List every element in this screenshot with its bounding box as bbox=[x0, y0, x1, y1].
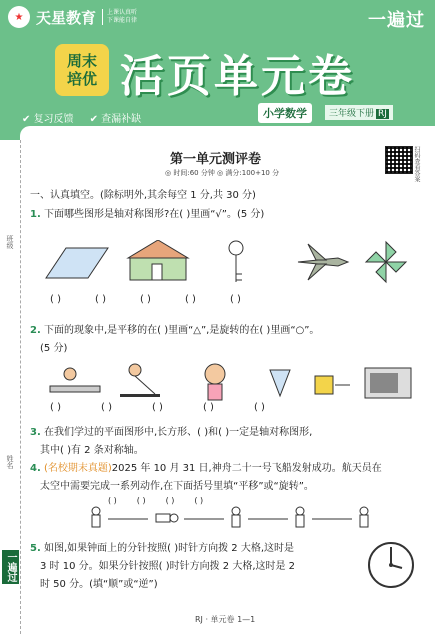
skater-icon bbox=[120, 364, 160, 397]
q4-answers: ( ) ( ) ( ) ( ) bbox=[108, 496, 204, 505]
name-label: 姓名 bbox=[6, 455, 14, 469]
tag-check: ✔ 查漏补缺 bbox=[90, 110, 142, 125]
brand-right-logo: 一遍过 bbox=[368, 10, 425, 31]
side-brand: 一遍过 bbox=[2, 550, 19, 584]
question-5: 5. 如图,如果钟面上的分针按照( )时针方向拨 2 大格,这时是 3 时 10 分。如果分针按照( )时针方向拨 2 大格,这时是 2 时 50 分。(填“顺”或“逆”) bbox=[30, 543, 296, 590]
grade-label: 三年级下册 RJ bbox=[325, 105, 393, 120]
qr-text: 扫码查看答案 bbox=[413, 146, 420, 182]
parallelogram-icon bbox=[46, 248, 108, 278]
astronaut-5-icon bbox=[360, 507, 368, 527]
box-push-icon bbox=[315, 376, 350, 394]
brand-slogan: 上课认真听 下课能自律 bbox=[102, 9, 137, 25]
q1-figures bbox=[38, 240, 418, 290]
qr-code-icon[interactable] bbox=[385, 146, 413, 174]
tag-review: ✔ 复习反馈 bbox=[22, 110, 74, 125]
class-label: 班级 bbox=[6, 235, 14, 249]
astronaut-2-icon bbox=[156, 514, 178, 522]
question-1: 1. 下面哪些图形是轴对称图形?在( )里画“√”。(5 分) bbox=[30, 209, 265, 220]
q2-answers: ( ) ( ) ( ) ( ) ( ) bbox=[50, 402, 265, 413]
brand-logo-icon: ★ bbox=[8, 6, 30, 28]
weekend-badge: 周末 培优 bbox=[55, 44, 109, 96]
brand bbox=[8, 6, 137, 28]
question-4: 4. (名校期末真题)2025 年 10 月 31 日,神舟二十一号飞船发射成功。航天员在 太空中需要完成一系列动作,在下面括号里填“平移”或“旋转”。 bbox=[30, 463, 382, 492]
astronaut-4-icon bbox=[296, 507, 304, 527]
page-footer: RJ · 单元卷 1—1 bbox=[195, 615, 256, 624]
q4-figures bbox=[88, 506, 418, 532]
cover-title: 活页单元卷 bbox=[120, 51, 355, 102]
house-icon bbox=[128, 240, 188, 280]
astronaut-3-icon bbox=[232, 507, 240, 527]
q1-answers: ( ) ( ) ( ) ( ) ( ) bbox=[50, 294, 241, 305]
question-2: 2. 下面的现象中,是平移的在( )里画“△”,是旋转的在( )里画“○”。 (5 分) bbox=[30, 325, 320, 354]
airplane-icon bbox=[298, 244, 348, 280]
pinwheel-icon bbox=[366, 242, 406, 282]
paper-title: 第一单元测评卷 bbox=[170, 152, 262, 167]
paper-info: ◎ 时间:60 分钟 ◎ 满分:100+10 分 bbox=[165, 169, 280, 177]
cover-tags bbox=[22, 110, 141, 125]
clock-icon bbox=[366, 540, 416, 590]
brand-name: 天星教育 bbox=[36, 8, 97, 27]
q2-figures bbox=[40, 362, 420, 402]
section-title: 一、认真填空。(除标明外,其余每空 1 分,共 30 分) bbox=[30, 190, 256, 201]
girl-icon bbox=[205, 364, 225, 400]
spinning-top-icon bbox=[270, 370, 290, 396]
subject-label: 小学数学 bbox=[258, 103, 312, 123]
cover-header bbox=[0, 0, 435, 140]
sled-person-icon bbox=[50, 368, 100, 392]
key-icon bbox=[229, 241, 243, 282]
astronaut-1-icon bbox=[92, 507, 100, 527]
question-3: 3. 在我们学过的平面图形中,长方形、( )和( )一定是轴对称图形, 其中( )有 2 条对称轴。 bbox=[30, 427, 313, 456]
microwave-icon bbox=[365, 368, 411, 398]
